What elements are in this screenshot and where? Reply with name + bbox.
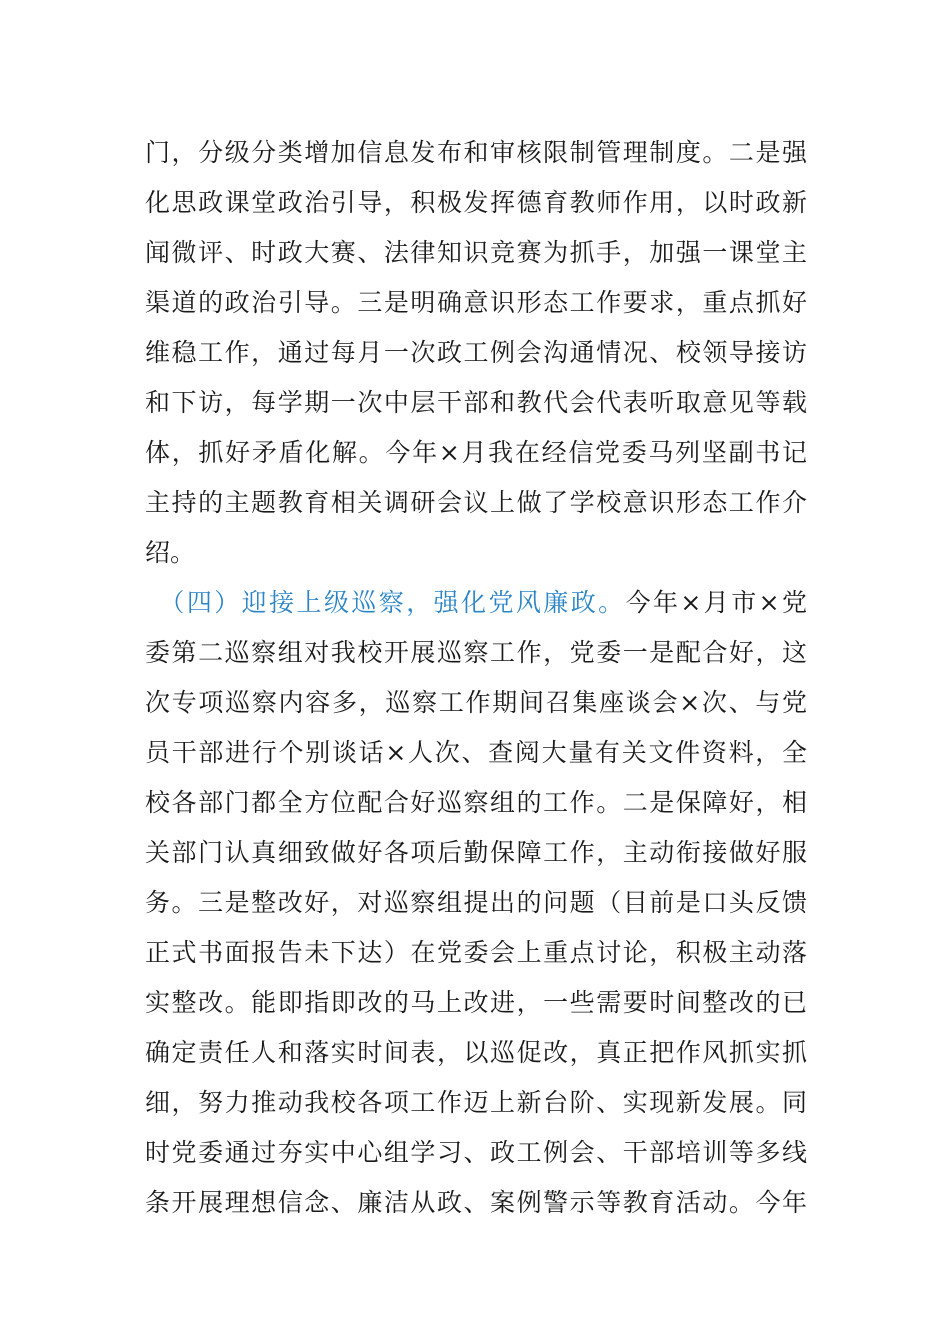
text-line: 确定责任人和落实时间表，以巡促改，真正把作风抓实抓 [145, 1038, 807, 1067]
text-line-with-heading [145, 578, 807, 628]
paragraph-inspection [145, 578, 807, 1228]
text-line: 次专项巡察内容多，巡察工作期间召集座谈会×次、与党 [145, 688, 807, 717]
text-line: 绍。 [145, 538, 196, 567]
text-line: 关部门认真细致做好各项后勤保障工作，主动衔接做好服 [145, 838, 807, 867]
text-line: 维稳工作，通过每月一次政工例会沟通情况、校领导接访 [145, 338, 807, 367]
text-line: 务。三是整改好，对巡察组提出的问题（目前是口头反馈 [145, 888, 807, 917]
text-line: 细，努力推动我校各项工作迈上新台阶、实现新发展。同 [145, 1088, 807, 1117]
text-line: 实整改。能即指即改的马上改进，一些需要时间整改的已 [145, 988, 807, 1017]
text-line: 体，抓好矛盾化解。今年×月我在经信党委马列坚副书记 [145, 438, 807, 467]
text-line: 化思政课堂政治引导，积极发挥德育教师作用，以时政新 [145, 188, 807, 217]
text-line: 条开展理想信念、廉洁从政、案例警示等教育活动。今年 [145, 1188, 807, 1217]
section-heading: （四）迎接上级巡察，强化党风廉政。 [157, 588, 626, 617]
text-line: 主持的主题教育相关调研会议上做了学校意识形态工作介 [145, 488, 807, 517]
text-line: 渠道的政治引导。三是明确意识形态工作要求，重点抓好 [145, 288, 807, 317]
text-line: 员干部进行个别谈话×人次、查阅大量有关文件资料，全 [145, 738, 807, 767]
document-body [145, 128, 807, 1228]
text-line: 闻微评、时政大赛、法律知识竞赛为抓手，加强一课堂主 [145, 238, 807, 267]
text-line: 门，分级分类增加信息发布和审核限制管理制度。二是强 [145, 138, 807, 167]
text-line: 委第二巡察组对我校开展巡察工作，党委一是配合好，这 [145, 638, 807, 667]
text-line: 时党委通过夯实中心组学习、政工例会、干部培训等多线 [145, 1138, 807, 1167]
text-line: 校各部门都全方位配合好巡察组的工作。二是保障好，相 [145, 788, 807, 817]
text-line: 正式书面报告未下达）在党委会上重点讨论，积极主动落 [145, 938, 807, 967]
paragraph-ideology-work [145, 128, 807, 578]
heading-line-rest: 今年×月市×党 [625, 588, 807, 617]
text-line: 和下访，每学期一次中层干部和教代会代表听取意见等载 [145, 388, 807, 417]
